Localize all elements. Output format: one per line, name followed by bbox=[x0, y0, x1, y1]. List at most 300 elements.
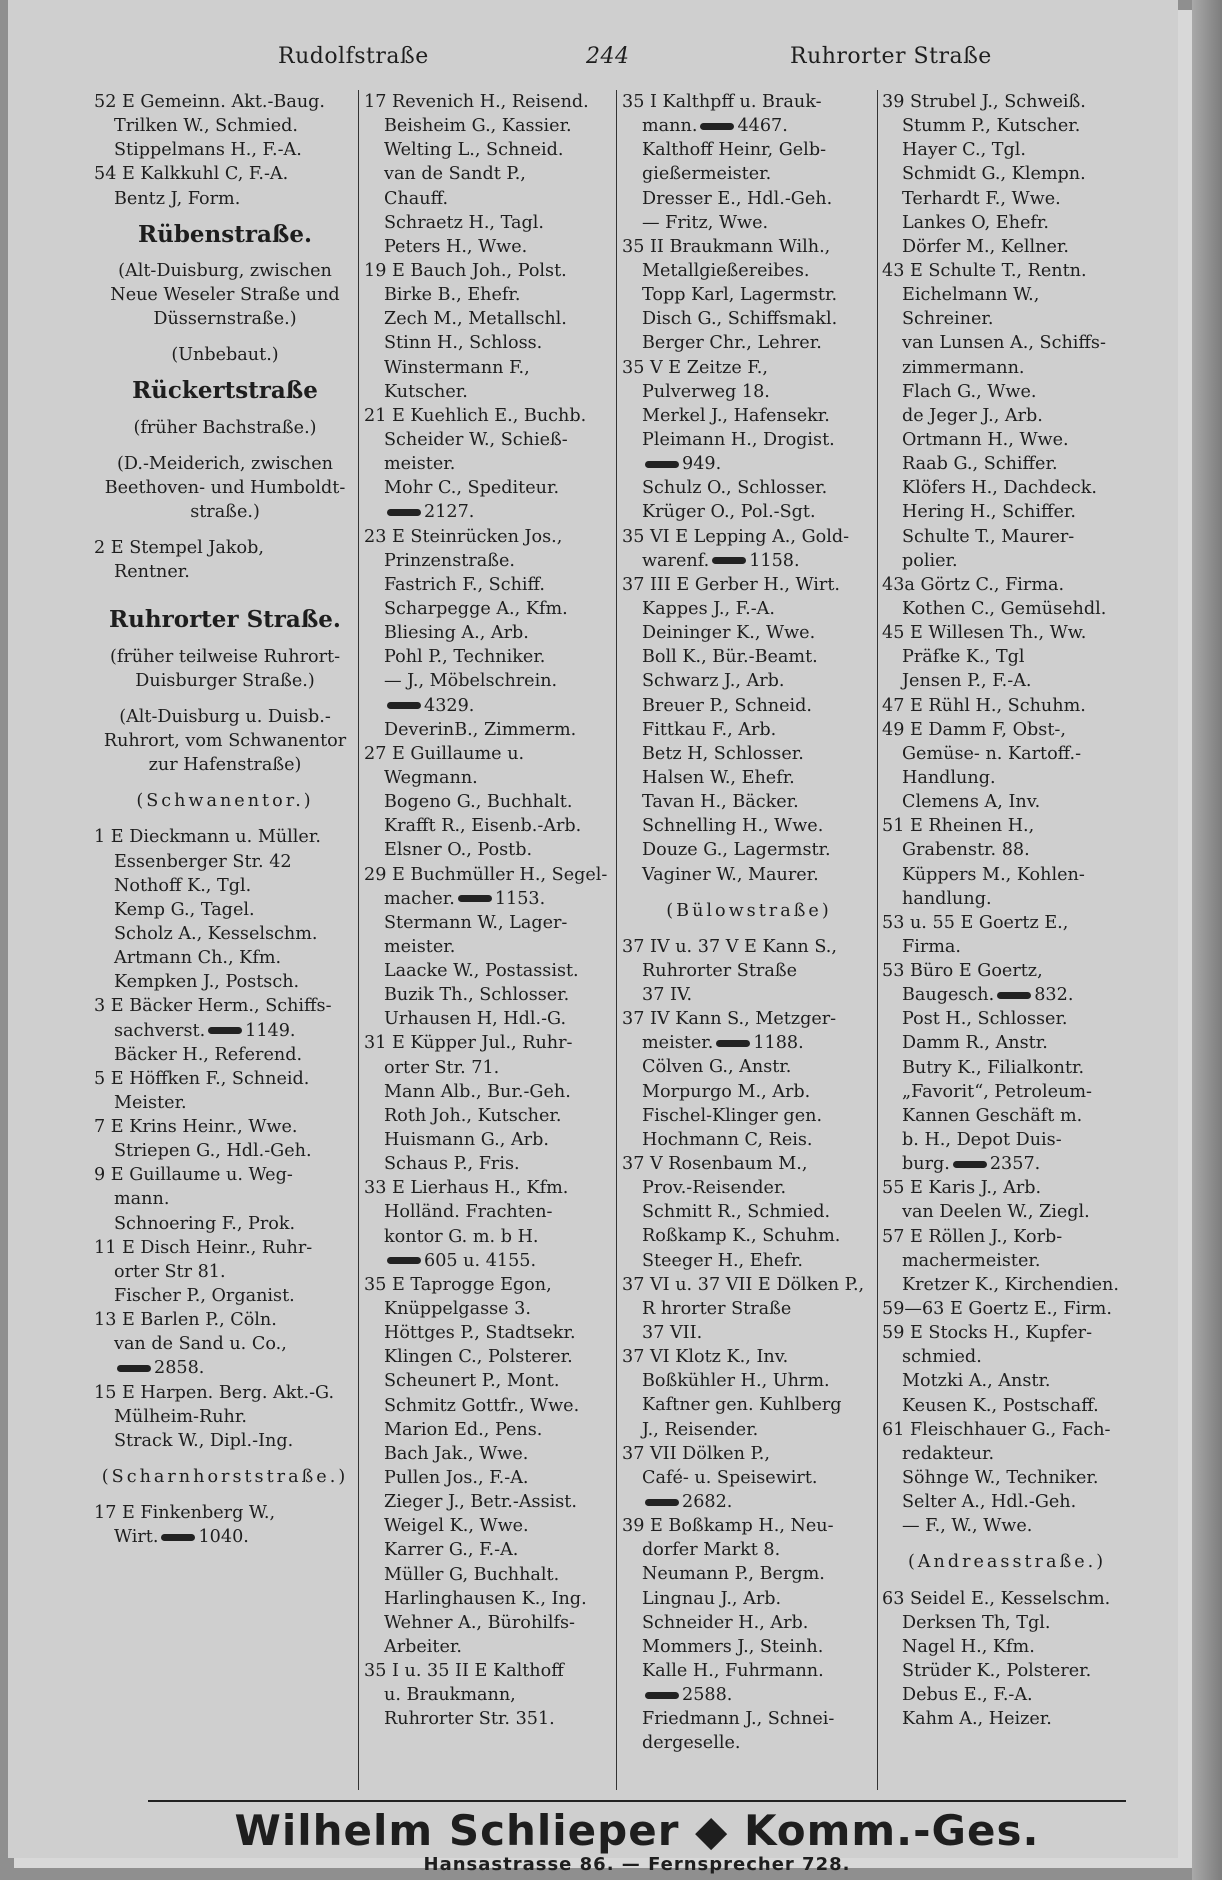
entry-text: polier. bbox=[902, 550, 958, 571]
entry-text: 17 Revenich H., Reisend. bbox=[364, 92, 589, 112]
directory-line bbox=[882, 138, 1132, 162]
directory-line bbox=[364, 959, 616, 983]
entry-text: Kretzer K., Kirchendien. bbox=[902, 1274, 1119, 1295]
entry-text: Breuer P., Schneid. bbox=[642, 695, 813, 716]
directory-line bbox=[882, 211, 1132, 235]
directory-line bbox=[622, 1418, 876, 1442]
entry-text: Fischel-Klinger gen. bbox=[642, 1105, 823, 1126]
directory-line bbox=[364, 1659, 616, 1683]
directory-line bbox=[622, 838, 876, 862]
entry-text: Douze G., Lagermstr. bbox=[642, 840, 831, 861]
entry-text: Fastrich F., Schiff. bbox=[384, 574, 545, 595]
directory-line bbox=[364, 1394, 616, 1418]
directory-line bbox=[364, 1297, 616, 1321]
entry-text: Kutscher. bbox=[384, 381, 468, 402]
entry-text: 37 VI Klotz K., Inv. bbox=[622, 1347, 789, 1368]
entry-text: Mohr C., Spediteur. bbox=[384, 478, 560, 499]
directory-line bbox=[94, 90, 356, 114]
directory-line bbox=[622, 790, 876, 814]
entry-text: Meister. bbox=[114, 1092, 187, 1113]
directory-line bbox=[882, 911, 1132, 935]
entry-text: Deininger K., Wwe. bbox=[642, 623, 816, 644]
directory-line bbox=[94, 343, 356, 367]
directory-line bbox=[94, 753, 356, 777]
directory-line bbox=[94, 536, 356, 560]
directory-line bbox=[882, 1345, 1132, 1369]
directory-line bbox=[882, 1394, 1132, 1418]
spacer bbox=[622, 887, 876, 899]
entry-text: Prov.-Reisender. bbox=[642, 1178, 787, 1199]
entry-text: Derksen Th, Tgl. bbox=[902, 1612, 1051, 1633]
directory-line bbox=[622, 1080, 876, 1104]
directory-line bbox=[94, 1091, 356, 1115]
entry-text: 37 VI u. 37 VII E Dölken P., bbox=[622, 1274, 865, 1295]
entry-text: Laacke W., Postassist. bbox=[384, 961, 579, 982]
entry-text: Beisheim G., Kassier. bbox=[384, 116, 572, 137]
directory-line bbox=[622, 766, 876, 790]
directory-line bbox=[622, 1707, 876, 1731]
entry-text: Rückertstraße bbox=[132, 377, 318, 405]
directory-line bbox=[622, 899, 876, 923]
entry-text: Pullen Jos., F.-A. bbox=[384, 1468, 529, 1489]
directory-line bbox=[882, 1128, 1132, 1152]
directory-line bbox=[882, 573, 1132, 597]
telephone-icon bbox=[645, 461, 679, 468]
entry-text: orter Str 81. bbox=[114, 1261, 226, 1282]
entry-text: 3 E Bäcker Herm., Schiffs- bbox=[94, 996, 332, 1017]
entry-text: Küppers M., Kohlen- bbox=[902, 864, 1085, 885]
entry-text: Harlinghausen K., Ing. bbox=[384, 1588, 587, 1609]
advert-subtitle: Hansastrasse 86. — Fernsprecher 728. bbox=[423, 1854, 851, 1875]
entry-text: Holländ. Frachten- bbox=[384, 1202, 553, 1223]
page-edge bbox=[1192, 0, 1222, 1880]
entry-text: Dörfer M., Kellner. bbox=[902, 236, 1069, 257]
entry-text: Urhausen H, Hdl.-G. bbox=[384, 1009, 567, 1030]
entry-text: Scheider W., Schieß- bbox=[384, 429, 568, 450]
entry-text: Rübenstraße. bbox=[138, 220, 312, 248]
directory-line bbox=[364, 380, 616, 404]
entry-text: Fittkau F., Arb. bbox=[642, 719, 777, 740]
entry-text: Kappes J., F.-A. bbox=[642, 598, 775, 619]
entry-text: van de Sand u. Co., bbox=[114, 1334, 287, 1355]
directory-line bbox=[94, 1405, 356, 1429]
phone-number: 2127. bbox=[424, 502, 475, 523]
entry-text: dorfer Markt 8. bbox=[642, 1540, 781, 1561]
column-divider bbox=[358, 90, 359, 1790]
entry-text: 43a Görtz C., Firma. bbox=[882, 574, 1065, 595]
directory-line bbox=[364, 307, 616, 331]
directory-line bbox=[622, 645, 876, 669]
entry-text: Bogeno G., Buchhalt. bbox=[384, 792, 573, 813]
spacer bbox=[94, 331, 356, 343]
directory-line bbox=[882, 1200, 1132, 1224]
entry-text: Mann Alb., Bur.-Geh. bbox=[384, 1081, 571, 1102]
entry-text: Trilken W., Schmied. bbox=[114, 116, 298, 137]
directory-line bbox=[94, 162, 356, 186]
entry-text: Stermann W., Lager- bbox=[384, 912, 568, 933]
directory-line bbox=[882, 1466, 1132, 1490]
entry-text: Ruhrorter Str. 351. bbox=[384, 1709, 555, 1730]
directory-line bbox=[622, 1587, 876, 1611]
entry-text: Schmidt G., Klempn. bbox=[902, 164, 1086, 185]
spacer bbox=[94, 693, 356, 705]
directory-line bbox=[94, 500, 356, 524]
directory-line bbox=[364, 138, 616, 162]
entry-text: (Bülowstraße) bbox=[666, 900, 832, 921]
directory-line bbox=[94, 789, 356, 813]
entry-text: 63 Seidel E., Kesselschm. bbox=[882, 1588, 1111, 1609]
directory-line bbox=[364, 573, 616, 597]
directory-line bbox=[882, 1007, 1132, 1031]
directory-line bbox=[882, 283, 1132, 307]
entry-text: Knüppelgasse 3. bbox=[384, 1299, 531, 1320]
directory-column-3 bbox=[622, 90, 876, 1790]
entry-text: Kemp G., Tagel. bbox=[114, 899, 255, 920]
directory-line bbox=[882, 1611, 1132, 1635]
directory-line bbox=[882, 1056, 1132, 1080]
directory-line bbox=[622, 525, 876, 549]
directory-line bbox=[94, 307, 356, 331]
directory-line bbox=[622, 476, 876, 500]
directory-line bbox=[622, 983, 876, 1007]
directory-line bbox=[622, 1224, 876, 1248]
entry-text: 51 E Rheinen H., bbox=[882, 816, 1035, 837]
entry-text: Neumann P., Bergm. bbox=[642, 1564, 825, 1585]
entry-text: Wehner A., Bürohilfs- bbox=[384, 1612, 575, 1633]
directory-line bbox=[364, 90, 616, 114]
entry-text: Halsen W., Ehefr. bbox=[642, 767, 795, 788]
directory-line bbox=[622, 404, 876, 428]
entry-text: Berger Chr., Lehrer. bbox=[642, 333, 822, 354]
directory-line bbox=[364, 1538, 616, 1562]
entry-text: 47 E Rühl H., Schuhm. bbox=[882, 695, 1086, 716]
directory-line bbox=[622, 1031, 876, 1055]
entry-text: (Scharnhorststraße.) bbox=[101, 1467, 349, 1488]
entry-text: (Unbebaut.) bbox=[171, 345, 279, 366]
directory-line bbox=[882, 331, 1132, 355]
directory-line bbox=[364, 404, 616, 428]
directory-line bbox=[882, 1152, 1132, 1176]
directory-line bbox=[94, 138, 356, 162]
telephone-icon bbox=[953, 1161, 987, 1168]
directory-line bbox=[622, 259, 876, 283]
directory-line bbox=[94, 1501, 356, 1525]
directory-line bbox=[364, 1369, 616, 1393]
entry-text: Pleimann H., Drogist. bbox=[642, 429, 835, 450]
entry-text: Schneider H., Arb. bbox=[642, 1612, 809, 1633]
spacer bbox=[882, 1575, 1132, 1587]
entry-text: 37 V Rosenbaum M., bbox=[622, 1154, 808, 1175]
entry-text: orter Str. 71. bbox=[384, 1057, 500, 1078]
directory-line bbox=[882, 1321, 1132, 1345]
entry-text: Klöfers H., Dachdeck. bbox=[902, 478, 1098, 499]
entry-text: schmied. bbox=[902, 1347, 982, 1368]
directory-line bbox=[364, 1225, 616, 1249]
entry-text: (Andreasstraße.) bbox=[907, 1552, 1107, 1573]
telephone-icon bbox=[645, 1499, 679, 1506]
directory-line bbox=[622, 307, 876, 331]
phone-number: 1188. bbox=[753, 1033, 804, 1054]
directory-line bbox=[622, 1249, 876, 1273]
directory-line bbox=[364, 983, 616, 1007]
directory-line bbox=[364, 356, 616, 380]
directory-column-1 bbox=[94, 90, 356, 1790]
directory-line bbox=[882, 1369, 1132, 1393]
directory-line bbox=[622, 1176, 876, 1200]
directory-line bbox=[882, 766, 1132, 790]
entry-text: 13 E Barlen P., Cöln. bbox=[94, 1310, 277, 1331]
directory-line bbox=[622, 1442, 876, 1466]
directory-line bbox=[622, 935, 876, 959]
directory-line bbox=[94, 1212, 356, 1236]
directory-line bbox=[622, 549, 876, 573]
directory-line bbox=[364, 694, 616, 718]
entry-text: Steeger H., Ehefr. bbox=[642, 1250, 803, 1271]
directory-line bbox=[622, 1055, 876, 1079]
telephone-icon bbox=[458, 895, 492, 902]
directory-line bbox=[622, 428, 876, 452]
entry-text: 43 E Schulte T., Rentn. bbox=[882, 260, 1087, 281]
entry-text: Welting L., Schneid. bbox=[384, 140, 564, 161]
directory-line bbox=[364, 887, 616, 911]
entry-text: Artmann Ch., Kfm. bbox=[114, 948, 282, 969]
directory-line bbox=[882, 1273, 1132, 1297]
spacer bbox=[94, 524, 356, 536]
directory-line bbox=[364, 549, 616, 573]
entry-text: Keusen K., Postschaff. bbox=[902, 1395, 1099, 1416]
entry-text: Morpurgo M., Arb. bbox=[642, 1081, 811, 1102]
phone-number: 2588. bbox=[682, 1685, 733, 1706]
entry-text: Schraetz H., Tagl. bbox=[384, 212, 544, 233]
directory-line bbox=[882, 380, 1132, 404]
directory-line bbox=[622, 597, 876, 621]
entry-text: Zech M., Metallschl. bbox=[384, 309, 567, 330]
directory-line bbox=[882, 838, 1132, 862]
entry-text: mann. bbox=[642, 116, 698, 137]
directory-line bbox=[94, 1284, 356, 1308]
entry-text: Topp Karl, Lagermstr. bbox=[642, 285, 838, 306]
entry-text: Fischer P., Organist. bbox=[114, 1286, 295, 1307]
entry-text: Stippelmans H., F.-A. bbox=[114, 140, 302, 161]
entry-text: Stumm P., Kutscher. bbox=[902, 116, 1081, 137]
phone-number: 2682. bbox=[682, 1492, 733, 1513]
entry-text: Wegmann. bbox=[384, 767, 478, 788]
entry-text: Handlung. bbox=[902, 767, 996, 788]
entry-text: zur Hafenstraße) bbox=[148, 755, 302, 776]
entry-text: (Alt-Duisburg u. Duisb.- bbox=[119, 706, 331, 727]
entry-text: u. Braukmann, bbox=[384, 1685, 516, 1706]
directory-line bbox=[622, 1393, 876, 1417]
entry-text: Firma. bbox=[902, 936, 962, 957]
entry-text: Zieger J., Betr.-Assist. bbox=[384, 1492, 577, 1513]
directory-line bbox=[94, 259, 356, 283]
entry-text: Hochmann C, Reis. bbox=[642, 1129, 813, 1150]
directory-line bbox=[94, 1163, 356, 1187]
phone-number: 4329. bbox=[424, 695, 475, 716]
entry-text: 39 Strubel J., Schweiß. bbox=[882, 92, 1086, 112]
entry-text: Debus E., F.-A. bbox=[902, 1685, 1033, 1706]
directory-line bbox=[882, 814, 1132, 838]
directory-line bbox=[94, 452, 356, 476]
entry-text: Boßkühler H., Uhrm. bbox=[642, 1371, 830, 1392]
entry-text: Terhardt F., Wwe. bbox=[902, 188, 1061, 209]
entry-text: Post H., Schlosser. bbox=[902, 1009, 1068, 1030]
directory-line bbox=[94, 898, 356, 922]
spacer bbox=[94, 584, 356, 596]
directory-line bbox=[364, 1442, 616, 1466]
directory-line bbox=[364, 621, 616, 645]
entry-text: Wirt. bbox=[114, 1527, 159, 1548]
entry-text: 53 Büro E Goertz, bbox=[882, 961, 1043, 982]
entry-text: van de Sandt P., bbox=[384, 164, 526, 185]
directory-line bbox=[882, 1031, 1132, 1055]
directory-line bbox=[364, 1321, 616, 1345]
directory-line bbox=[364, 500, 616, 524]
directory-line bbox=[94, 1356, 356, 1380]
entry-text: Damm R., Anstr. bbox=[902, 1033, 1048, 1054]
entry-text: Vaginer W., Maurer. bbox=[642, 864, 819, 885]
entry-text: Kahm A., Heizer. bbox=[902, 1709, 1052, 1730]
directory-line bbox=[882, 669, 1132, 693]
directory-line bbox=[882, 1490, 1132, 1514]
entry-text: burg. bbox=[902, 1154, 950, 1175]
entry-text: 52 E Gemeinn. Akt.-Baug. bbox=[94, 92, 326, 112]
directory-column-2 bbox=[364, 90, 616, 1790]
directory-line bbox=[364, 1587, 616, 1611]
entry-text: R hrorter Straße bbox=[642, 1298, 792, 1319]
entry-text: J., Reisender. bbox=[642, 1419, 759, 1440]
directory-line bbox=[364, 814, 616, 838]
entry-text: gießermeister. bbox=[642, 164, 772, 185]
entry-text: Striepen G., Hdl.-Geh. bbox=[114, 1141, 312, 1162]
entry-text: zimmermann. bbox=[902, 357, 1025, 378]
directory-line bbox=[94, 825, 356, 849]
directory-line bbox=[364, 1514, 616, 1538]
entry-text: 39 E Boßkamp H., Neu- bbox=[622, 1516, 834, 1537]
telephone-icon bbox=[645, 1692, 679, 1699]
entry-text: Schmitt R., Schmied. bbox=[642, 1202, 831, 1223]
entry-text: Strack W., Dipl.-Ing. bbox=[114, 1430, 294, 1451]
directory-line bbox=[94, 874, 356, 898]
entry-text: (Alt-Duisburg, zwischen bbox=[118, 260, 332, 281]
phone-number: 832. bbox=[1034, 985, 1074, 1006]
directory-line bbox=[94, 416, 356, 440]
directory-line bbox=[364, 331, 616, 355]
entry-text: Kothen C., Gemüsehdl. bbox=[902, 598, 1107, 619]
directory-line bbox=[622, 959, 876, 983]
entry-text: 9 E Guillaume u. Weg- bbox=[94, 1165, 293, 1186]
entry-text: Scharpegge A., Kfm. bbox=[384, 598, 568, 619]
telephone-icon bbox=[208, 1027, 242, 1034]
directory-line bbox=[364, 790, 616, 814]
entry-text: dergeselle. bbox=[642, 1733, 741, 1754]
directory-line bbox=[622, 621, 876, 645]
entry-text: machermeister. bbox=[902, 1250, 1041, 1271]
directory-line bbox=[882, 476, 1132, 500]
directory-line bbox=[622, 1297, 876, 1321]
entry-text: 35 I u. 35 II E Kalthoff bbox=[364, 1661, 564, 1682]
entry-text: Schmitz Gottfr., Wwe. bbox=[384, 1395, 580, 1416]
entry-text: kontor G. m. b H. bbox=[384, 1226, 539, 1247]
entry-text: Scholz A., Kesselschm. bbox=[114, 923, 318, 944]
phone-number: 1158. bbox=[749, 550, 800, 571]
telephone-icon bbox=[997, 992, 1031, 999]
entry-text: Flach G., Wwe. bbox=[902, 381, 1037, 402]
entry-text: Boll K., Bür.-Beamt. bbox=[642, 647, 818, 668]
entry-text: Ruhrort, vom Schwanentor bbox=[103, 730, 347, 751]
entry-text: Lankes O, Ehefr. bbox=[902, 212, 1049, 233]
header-left-street: Rudolfstraße bbox=[278, 44, 429, 69]
directory-line bbox=[622, 814, 876, 838]
directory-line bbox=[882, 694, 1132, 718]
entry-text: Arbeiter. bbox=[384, 1637, 462, 1657]
directory-line bbox=[94, 283, 356, 307]
spacer bbox=[94, 404, 356, 416]
entry-text: Friedmann J., Schnei- bbox=[642, 1709, 835, 1730]
phone-number: 2357. bbox=[989, 1154, 1041, 1175]
entry-text: b. H., Depot Duis- bbox=[902, 1130, 1062, 1151]
directory-line bbox=[364, 1273, 616, 1297]
entry-text: 49 E Damm F, Obst-, bbox=[882, 719, 1066, 740]
entry-text: van Deelen W., Ziegl. bbox=[902, 1202, 1090, 1223]
directory-line bbox=[364, 428, 616, 452]
directory-line bbox=[622, 1611, 876, 1635]
directory-line bbox=[364, 863, 616, 887]
directory-line bbox=[882, 1707, 1132, 1731]
entry-text: 37 IV u. 37 V E Kann S., bbox=[622, 936, 837, 957]
directory-line bbox=[622, 90, 876, 114]
entry-text: Dresser E., Hdl.-Geh. bbox=[642, 188, 833, 209]
entry-text: 37 VII Dölken P., bbox=[622, 1443, 770, 1464]
directory-line bbox=[622, 283, 876, 307]
directory-line bbox=[882, 90, 1132, 114]
spacer bbox=[622, 923, 876, 935]
entry-text: Roth Joh., Kutscher. bbox=[384, 1105, 562, 1126]
directory-line bbox=[882, 1080, 1132, 1104]
entry-text: straße.) bbox=[190, 501, 260, 522]
directory-line bbox=[622, 500, 876, 524]
entry-text: 35 E Taprogge Egon, bbox=[364, 1274, 552, 1295]
directory-line bbox=[882, 1587, 1132, 1611]
directory-line bbox=[364, 669, 616, 693]
entry-text: Birke B., Ehefr. bbox=[384, 285, 521, 306]
directory-line bbox=[94, 669, 356, 693]
entry-text: Chauff. bbox=[384, 188, 449, 209]
directory-line bbox=[622, 235, 876, 259]
directory-line bbox=[882, 790, 1132, 814]
directory-line bbox=[364, 718, 616, 742]
directory-line bbox=[882, 1418, 1132, 1442]
entry-text: 2 E Stempel Jakob, bbox=[94, 538, 264, 559]
directory-line bbox=[622, 1562, 876, 1586]
entry-text: Beethoven- und Humboldt- bbox=[104, 477, 346, 498]
telephone-icon bbox=[117, 1365, 151, 1372]
entry-text: (früher Bachstraße.) bbox=[133, 417, 317, 438]
entry-text: Bäcker H., Referend. bbox=[114, 1044, 303, 1065]
directory-line bbox=[94, 1115, 356, 1139]
entry-text: Selter A., Hdl.-Geh. bbox=[902, 1492, 1077, 1513]
entry-text: 7 E Krins Heinr., Wwe. bbox=[94, 1117, 298, 1138]
entry-text: „Favorit“, Petroleum- bbox=[902, 1081, 1092, 1102]
entry-text: 35 I Kalthpff u. Brauk- bbox=[622, 92, 822, 112]
entry-text: Neue Weseler Straße und bbox=[110, 284, 340, 305]
entry-text: Schulz O., Schlosser. bbox=[642, 478, 828, 499]
entry-text: Schaus P., Fris. bbox=[384, 1154, 520, 1175]
directory-line bbox=[364, 1707, 616, 1731]
entry-text: 31 E Küpper Jul., Ruhr- bbox=[364, 1033, 573, 1054]
entry-text: Betz H, Schlosser. bbox=[642, 743, 804, 764]
entry-text: Schwarz J., Arb. bbox=[642, 671, 785, 692]
